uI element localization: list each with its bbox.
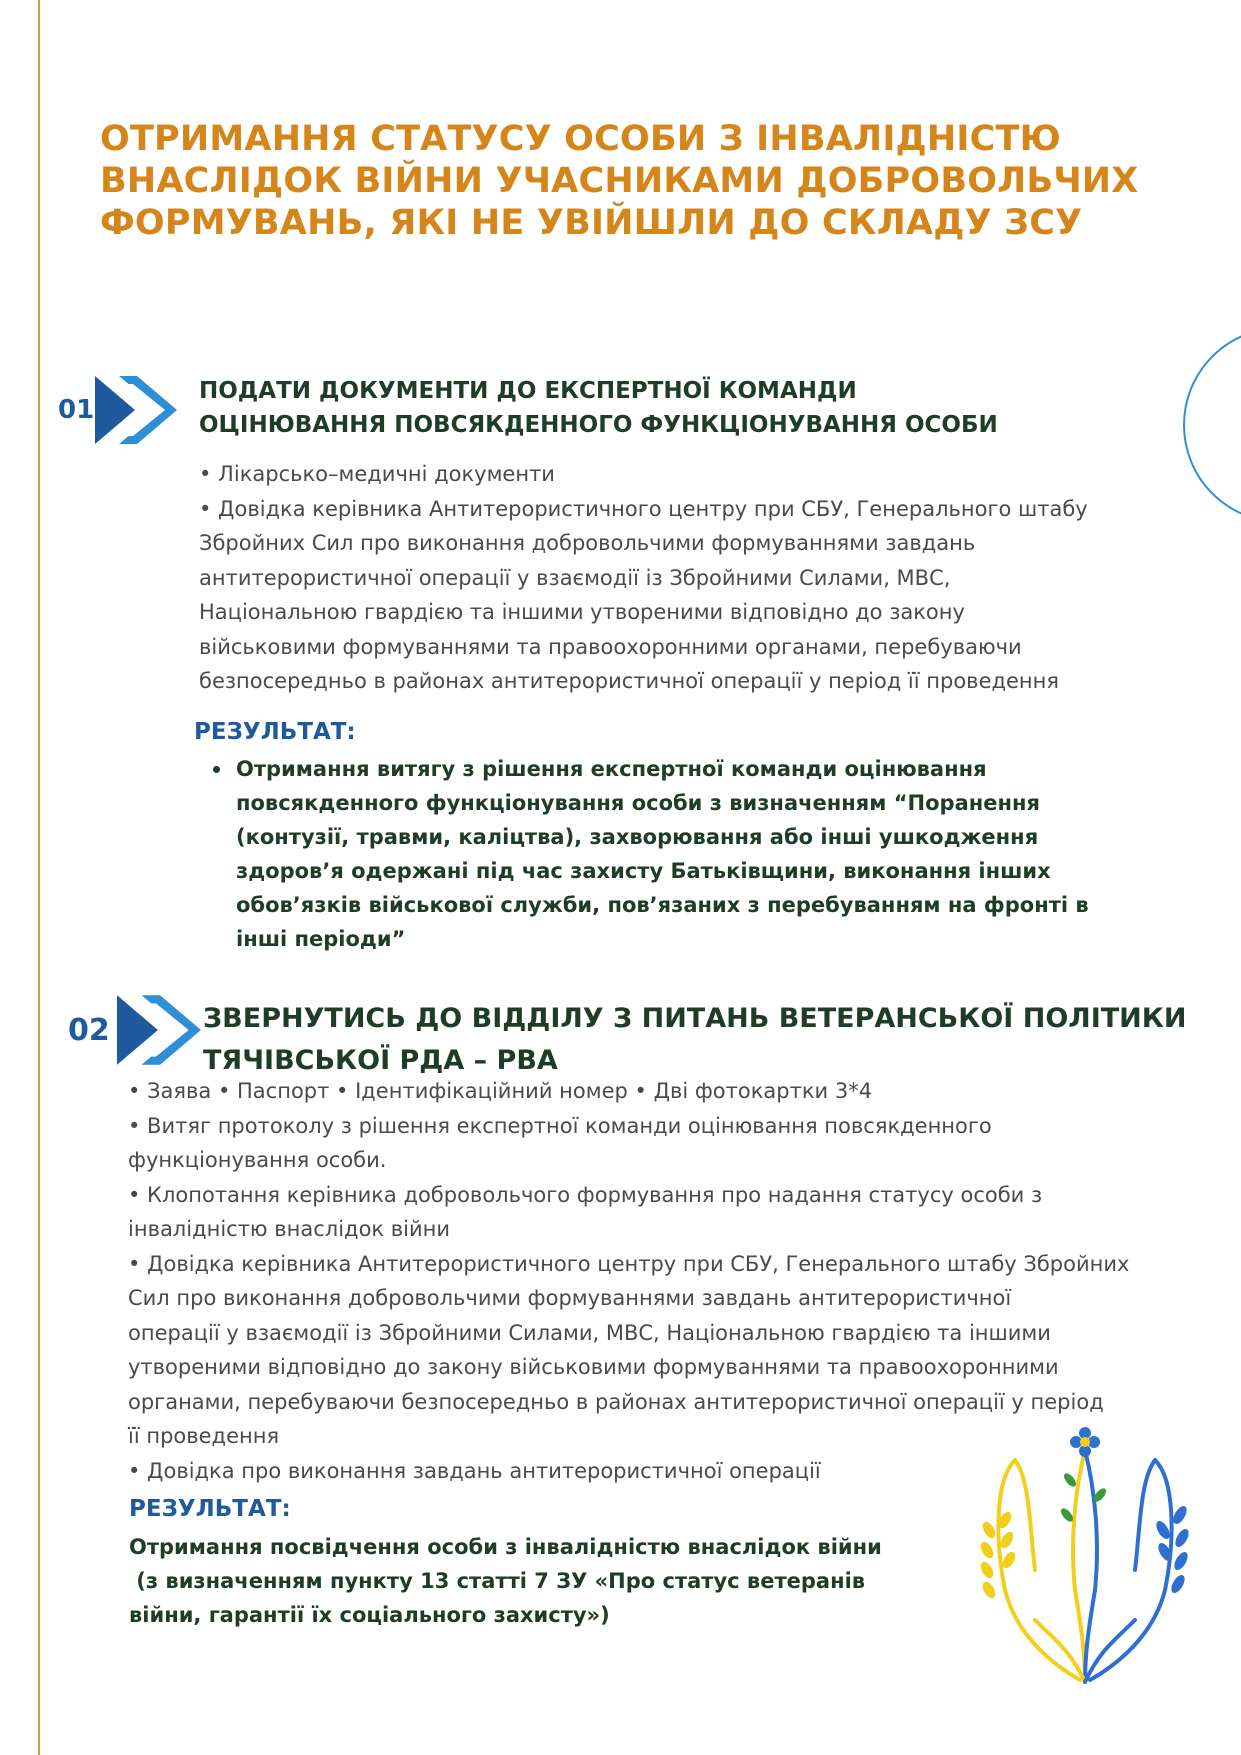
step-number: 01 xyxy=(58,395,95,425)
list-item: • Лікарсько–медичні документи xyxy=(199,462,555,486)
page-margin-rule xyxy=(38,0,40,1755)
result-label: РЕЗУЛЬТАТ: xyxy=(194,719,356,745)
list-item: її проведення xyxy=(128,1424,280,1448)
list-item: військовими формуваннями та правоохоронними органами, перебуваючи xyxy=(199,634,1022,659)
step-heading-line: ЗВЕРНУТИСЬ ДО ВІДДІЛУ З ПИТАНЬ ВЕТЕРАНСЬКОЇ ПОЛІТИКИ xyxy=(203,1003,1187,1034)
step-heading-line: ТЯЧІВСЬКОЇ РДА – РВА xyxy=(203,1045,558,1076)
list-item: • Довідка керівника Антитерористичного центру при СБУ, Генерального штабу xyxy=(199,496,1088,521)
list-item: • Заява • Паспорт • Ідентифікаційний номер • Дві фотокартки 3*4 xyxy=(128,1079,873,1103)
list-item: операції у взаємодії із Збройними Силами, МВС, Національною гвардією та іншими xyxy=(128,1320,1051,1345)
bullet-icon xyxy=(213,766,220,773)
result-line: (з визначенням пункту 13 статті 7 ЗУ «Про статус ветеранів xyxy=(129,1569,866,1593)
title-line: ВНАСЛІДОК ВІЙНИ УЧАСНИКАМИ ДОБРОВОЛЬЧИХ xyxy=(100,161,1139,201)
result-line: Отримання витягу з рішення експертної команди оцінювання xyxy=(236,757,987,781)
result-text xyxy=(236,752,1156,956)
list-item: інвалідністю внаслідок війни xyxy=(128,1217,451,1241)
result-label: РЕЗУЛЬТАТ: xyxy=(129,1496,291,1522)
result-line: обов’язків військової служби, пов’язаних з перебуванням на фронті в xyxy=(236,893,1089,917)
step-number: 02 xyxy=(68,1013,110,1048)
list-item: Національною гвардією та іншими утвореними відповідно до закону xyxy=(199,600,965,624)
list-item: функціонування особи. xyxy=(128,1148,387,1172)
result-line: Отримання посвідчення особи з інвалідністю внаслідок війни xyxy=(129,1535,882,1559)
double-chevron-arrow-icon xyxy=(95,376,179,444)
required-documents-list xyxy=(199,457,1159,699)
result-line: війни, гарантії їх соціального захисту») xyxy=(129,1603,610,1627)
step-heading xyxy=(203,998,1186,1082)
page-title xyxy=(100,118,1180,244)
list-item: • Довідка керівника Антитерористичного центру при СБУ, Генерального штабу Збройних xyxy=(128,1251,1130,1276)
step-heading-line: ПОДАТИ ДОКУМЕНТИ ДО ЕКСПЕРТНОЇ КОМАНДИ xyxy=(199,378,857,404)
result-line: повсякденного функціонування особи з визначенням “Поранення xyxy=(236,791,1041,815)
decorative-circle xyxy=(1183,327,1241,523)
list-item: • Клопотання керівника добровольчого формування про надання статусу особи з xyxy=(128,1182,1043,1207)
result-line: здоров’я одержані під час захисту Батьківщини, виконання інших xyxy=(236,859,1051,883)
step-heading-line: ОЦІНЮВАННЯ ПОВСЯКДЕННОГО ФУНКЦІОНУВАННЯ ОСОБИ xyxy=(199,412,998,438)
list-item: • Витяг протоколу з рішення експертної команди оцінювання повсякденного xyxy=(128,1113,992,1138)
list-item: • Довідка про виконання завдань антитерористичної операції xyxy=(128,1458,821,1483)
list-item: антитерористичної операції у взаємодії із Збройними Силами, МВС, xyxy=(199,565,951,590)
result-text xyxy=(129,1530,969,1632)
step-heading xyxy=(199,374,998,442)
result-line: інші періоди” xyxy=(236,927,406,951)
double-chevron-arrow-icon xyxy=(117,995,203,1065)
title-line: ФОРМУВАНЬ, ЯКІ НЕ УВІЙШЛИ ДО СКЛАДУ ЗСУ xyxy=(100,203,1083,243)
trident-emblem-icon xyxy=(975,1420,1195,1700)
list-item: Сил про виконання добровольчими формуваннями завдань антитерористичної xyxy=(128,1286,1012,1310)
list-item: безпосередньо в районах антитерористичної операції у період її проведення xyxy=(199,669,1060,693)
list-item: утвореними відповідно до закону військовими формуваннями та правоохоронними xyxy=(128,1355,1059,1379)
result-line: (контузії, травми, каліцтва), захворювання або інші ушкодження xyxy=(236,825,1039,849)
list-item: органами, перебуваючи безпосередньо в районах антитерористичної операції у період xyxy=(128,1389,1104,1414)
title-line: ОТРИМАННЯ СТАТУСУ ОСОБИ З ІНВАЛІДНІСТЮ xyxy=(100,119,1061,159)
list-item: Збройних Сил про виконання добровольчими формуваннями завдань xyxy=(199,531,976,555)
